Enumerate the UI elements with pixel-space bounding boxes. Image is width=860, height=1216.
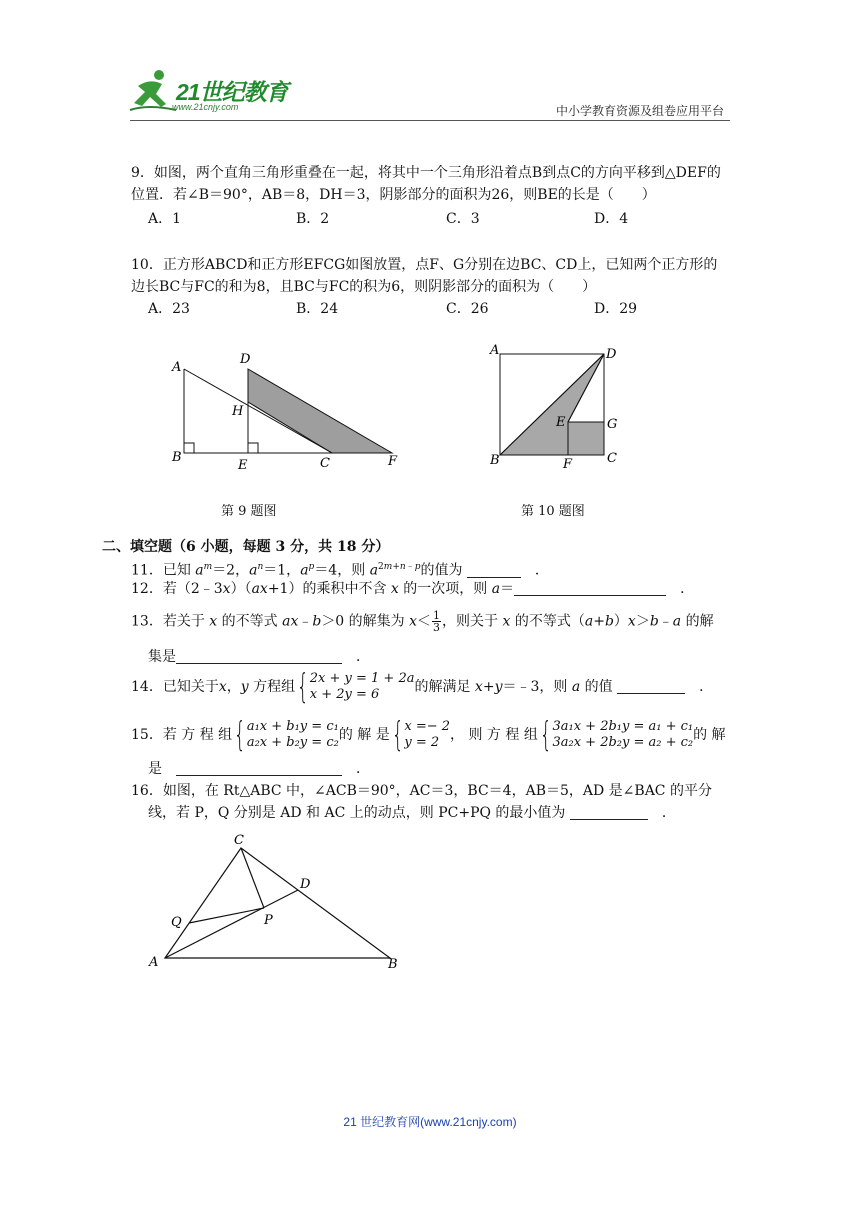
- fig9-label-a: A: [172, 360, 182, 375]
- q13-fraction-num: 1: [433, 609, 441, 622]
- q12-text-4: 的一次项，则: [403, 581, 488, 597]
- q13-text-12: ．: [356, 649, 370, 665]
- q15-system-1: { a₁x + b₁y = c₁ a₂x + b₂y = c₂: [234, 715, 339, 755]
- q16-number: 16．: [131, 783, 163, 799]
- q14-text-1: 已知关于: [162, 679, 219, 695]
- question-12: 12．若（2﹣3x）（ax+1）的乘积中不含 x 的一次项，则 a＝ ．: [131, 581, 695, 597]
- q13-text-6: ，则关于: [442, 613, 499, 630]
- q12-text-3: +1）的乘积中不含: [267, 581, 387, 597]
- question-13: 13．若关于 x 的不等式 ax﹣b＞0 的解集为 x＜ $\frac{1}{3}$ ，则关于 x 的不等式（a+b）x＞b﹣a 的解: [131, 609, 714, 634]
- figure-10: [484, 342, 624, 472]
- logo-title: 21世纪教育: [176, 79, 288, 105]
- q13-text-4: ＞0 的解集为: [321, 613, 405, 630]
- question-10: [131, 254, 730, 298]
- fig9-caption: 第 9 题图: [221, 504, 277, 519]
- q15-eq-4: 3a₂x + 2b₂y = a₂ + c₂: [552, 735, 694, 750]
- question-15: [131, 715, 730, 755]
- question-13-line-2: [148, 646, 730, 668]
- q15-system-2: { 3a₁x + 2b₁y = a₁ + c₁ 3a₂x + 2b₂y = a₂ + c₂: [539, 715, 694, 755]
- q9-option-c[interactable]: C．3: [446, 211, 480, 227]
- q13-fraction-den: 3: [433, 621, 441, 634]
- q15-eq-2: a₂x + b₂y = c₂: [246, 735, 339, 750]
- figure-9: [160, 345, 410, 475]
- fig16-label-a: A: [149, 955, 159, 970]
- q15-sol-2: y = 2: [404, 735, 440, 750]
- q16-line-1: 如图，在 Rt△ABC 中，∠ACB＝90°，AC＝3，BC＝4，AB＝5，AD 是∠BAC 的平分: [162, 783, 712, 799]
- q13-text-3: ﹣: [298, 613, 313, 630]
- fig10-label-g: G: [607, 417, 618, 432]
- q13-text-7: 的不等式（: [514, 613, 585, 630]
- q12-text-6: ．: [680, 581, 695, 597]
- q14-answer-blank[interactable]: [617, 678, 685, 694]
- fig10-label-a: A: [490, 343, 500, 358]
- q15-text-3: ， 则 方 程 组: [450, 727, 538, 743]
- q13-fraction: [432, 610, 441, 633]
- q13-text-8: ）: [613, 613, 628, 630]
- q10-number: 10．: [131, 257, 163, 273]
- q9-text: 如图，两个直角三角形重叠在一起，将其中一个三角形沿着点B到点C的方向平移到△DEF的位置．若∠B＝90°，AB＝8，DH＝3，阴影部分的面积为26，则BE的长是（ ）: [131, 165, 721, 203]
- logo-url: www.21cnjy.com: [172, 102, 239, 112]
- fig16-label-c: C: [234, 833, 244, 848]
- fig10-caption: 第 10 题图: [521, 504, 585, 519]
- q10-option-c[interactable]: C．26: [446, 301, 489, 317]
- fig16-segment-ad: [165, 890, 298, 958]
- question-15-line-2: [148, 758, 730, 780]
- q15-number: 15．: [131, 727, 163, 743]
- q12-text-1: 若（2﹣3: [162, 581, 223, 597]
- q13-text-9: ＞: [635, 613, 650, 630]
- question-14: 14．已知关于x，y 方程组 { 2x + y = 1 + 2a x + 2y = 6 的解满足 x+y＝﹣3，则 a 的值 ．: [131, 667, 714, 707]
- q13-text-2: 的不等式: [221, 613, 278, 630]
- q11-text-4: ＝4，则: [314, 562, 366, 579]
- figure-16: [145, 828, 410, 978]
- q10-option-a[interactable]: A．23: [148, 301, 190, 317]
- q15-eq-1: a₁x + b₁y = c₁: [246, 719, 339, 734]
- q16-end: ．: [661, 805, 676, 821]
- q13-number: 13．: [131, 613, 163, 630]
- q14-text-6: 的值: [584, 679, 613, 695]
- q15-solution: { x =− 2 y = 2: [391, 715, 451, 755]
- q14-text-5: ＝﹣3，则: [502, 679, 568, 695]
- fig10-label-b: B: [490, 453, 500, 468]
- question-9: [131, 162, 730, 206]
- fig16-triangle-abc: [165, 848, 390, 958]
- header-logo: [128, 66, 298, 116]
- q12-number: 12．: [131, 581, 163, 597]
- q13-text-5: ＜: [417, 613, 432, 630]
- fig9-label-h: H: [232, 404, 244, 419]
- q12-answer-blank[interactable]: [514, 580, 666, 596]
- fig9-label-f: F: [388, 454, 398, 469]
- fig9-label-c: C: [320, 456, 330, 471]
- q14-eq-2: x + 2y = 6: [309, 687, 380, 702]
- q14-equation-system: { 2x + y = 1 + 2a x + 2y = 6: [296, 667, 415, 707]
- fig16-label-d: D: [300, 877, 311, 892]
- q16-line-2: 线，若 P，Q 分别是 AD 和 AC 上的动点，则 PC+PQ 的最小值为: [148, 805, 566, 821]
- fig9-label-e: E: [238, 458, 248, 473]
- q11-text-5: 的值为: [420, 562, 463, 579]
- fig9-right-angle-b: [184, 443, 194, 453]
- q15-text-5: ．: [356, 761, 370, 777]
- q9-option-d[interactable]: D．4: [594, 211, 629, 227]
- q11-text-2: ＝2，: [212, 562, 250, 579]
- q13-text-10: ﹣: [658, 613, 673, 630]
- q10-option-d[interactable]: D．29: [594, 301, 638, 317]
- fig10-label-e: E: [556, 415, 566, 430]
- q11-answer-blank[interactable]: [467, 562, 521, 578]
- q15-answer-blank[interactable]: [176, 760, 342, 776]
- fig9-label-b: B: [172, 450, 182, 465]
- header-rule: [130, 120, 730, 121]
- question-11: 11．已知 $a^m=2$，$a^n=1$，$a^p=4$，则 $a^{2m+n﹣p}$的值为 ．: [131, 562, 549, 579]
- q12-text-5: ＝: [500, 581, 515, 597]
- q14-text-2: ，: [226, 679, 241, 695]
- q13-answer-blank[interactable]: [176, 648, 342, 664]
- q13-text-1: 若关于: [162, 613, 205, 630]
- fig9-right-angle-e: [248, 443, 258, 453]
- q14-number: 14．: [131, 679, 163, 695]
- fig9-shaded-region: [248, 369, 392, 453]
- question-16-line-2: [148, 802, 730, 824]
- fig10-label-f: F: [563, 457, 573, 472]
- fig16-label-q: Q: [171, 915, 182, 930]
- q15-sol-1: x =− 2: [404, 719, 451, 734]
- q14-eq-1: 2x + y = 1 + 2a: [309, 671, 415, 686]
- q14-text-7: ．: [699, 679, 714, 695]
- q15-eq-3: 3a₁x + 2b₁y = a₁ + c₁: [552, 719, 694, 734]
- q9-option-b[interactable]: B．2: [296, 211, 330, 227]
- section-2-title: 二、填空题（6 小题，每题 3 分，共 18 分）: [102, 539, 390, 555]
- q11-text-6: ．: [534, 562, 549, 579]
- fig16-segment-qp: [189, 908, 264, 923]
- q16-answer-blank[interactable]: [570, 804, 648, 820]
- q11-text-3: ＝1，: [263, 562, 301, 579]
- q10-option-b[interactable]: B．24: [296, 301, 339, 317]
- q15-line2-text: 是: [148, 761, 162, 777]
- platform-name: 中小学教育资源及组卷应用平台: [555, 104, 724, 118]
- q15-text-1: 若 方 程 组: [162, 727, 233, 743]
- fig16-label-p: P: [264, 913, 273, 928]
- q11-number: 11．: [131, 562, 163, 579]
- q15-text-4: 的 解: [693, 727, 726, 743]
- q11-text-1: 已知: [162, 562, 191, 579]
- q9-number: 9．: [131, 165, 154, 181]
- footer-link[interactable]: 21 世纪教育网(www.21cnjy.com): [343, 1115, 517, 1129]
- fig9-label-d: D: [240, 352, 251, 367]
- runner-logo-icon: [128, 66, 178, 112]
- q15-text-2: 的 解 是: [338, 727, 390, 743]
- q12-text-2: ）（: [230, 581, 252, 597]
- question-16: [131, 780, 730, 802]
- fig10-shaded-square: [568, 422, 604, 455]
- fig10-label-d: D: [606, 347, 617, 362]
- q13-text-11: 的解: [685, 613, 714, 630]
- fig16-label-b: B: [388, 957, 398, 972]
- q14-text-4: 的解满足: [414, 679, 471, 695]
- q14-text-3: 方程组: [253, 679, 296, 695]
- fig10-label-c: C: [607, 451, 617, 466]
- q9-option-a[interactable]: A．1: [148, 211, 182, 227]
- q13-line2-text: 集是: [148, 649, 176, 665]
- q10-text: 正方形ABCD和正方形EFCG如图放置，点F、G分别在边BC、CD上，已知两个正方形的边长BC与FC的和为8，且BC与FC的积为6，则阴影部分的面积为（ ）: [131, 257, 718, 295]
